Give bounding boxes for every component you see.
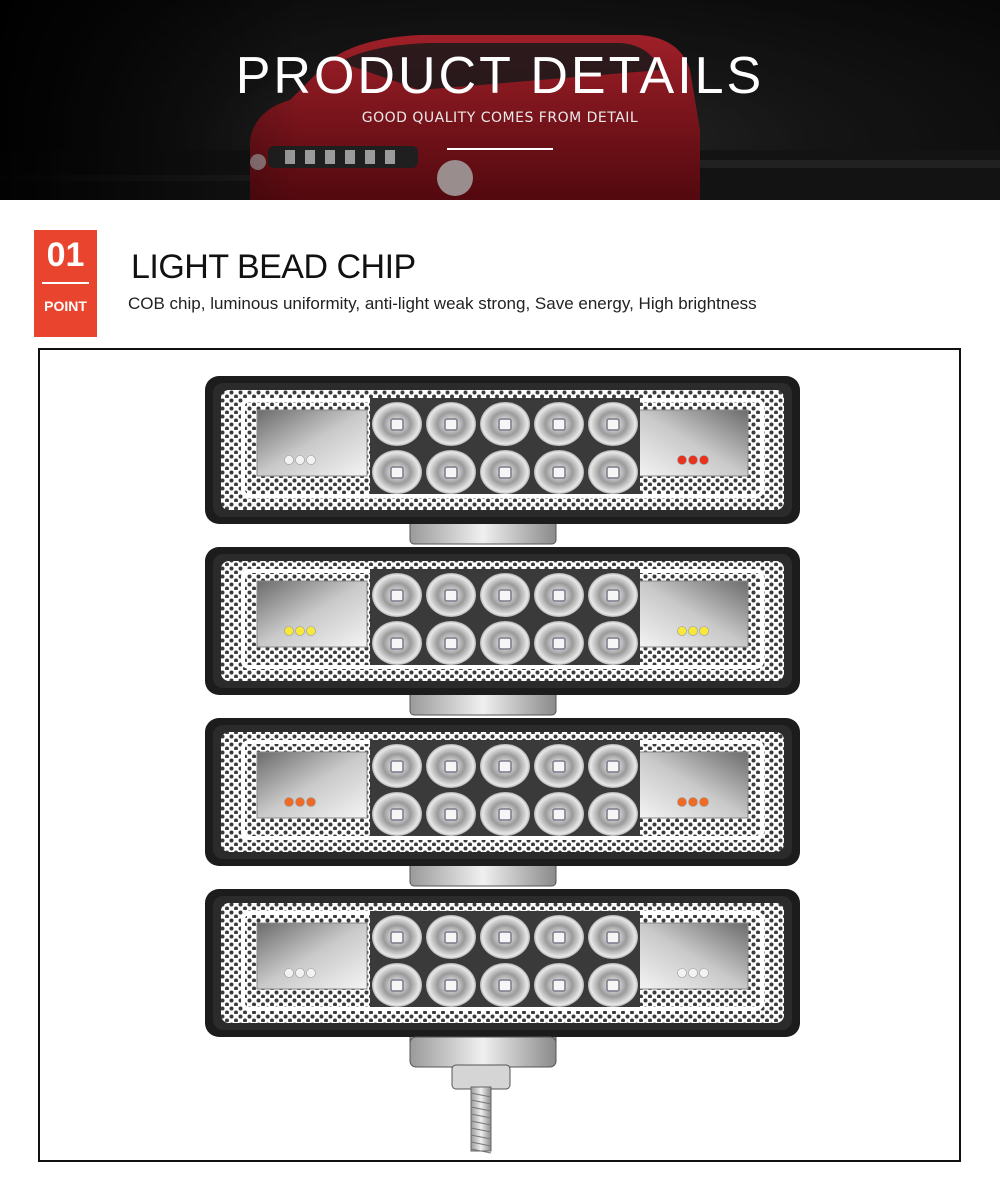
side-reflector-left: [257, 923, 367, 989]
led-chip: [607, 638, 619, 649]
side-led-left: [296, 627, 305, 636]
side-led-right: [689, 798, 698, 807]
led-chip: [391, 638, 403, 649]
led-chip: [553, 467, 565, 478]
led-chip: [499, 638, 511, 649]
side-led-left: [307, 456, 316, 465]
led-chip: [445, 761, 457, 772]
led-chip: [553, 419, 565, 430]
light-bar: [205, 547, 800, 715]
led-chip: [391, 761, 403, 772]
side-reflector-right: [638, 410, 748, 476]
side-reflector-right: [638, 923, 748, 989]
led-chip: [499, 809, 511, 820]
section-description: COB chip, luminous uniformity, anti-light weak strong, Save energy, High brightness: [128, 294, 757, 313]
side-led-right: [689, 456, 698, 465]
side-led-left: [285, 456, 294, 465]
led-chip: [607, 809, 619, 820]
side-led-left: [285, 798, 294, 807]
side-led-left: [285, 969, 294, 978]
side-led-right: [700, 627, 709, 636]
side-led-right: [700, 969, 709, 978]
led-chip: [499, 932, 511, 943]
side-reflector-right: [638, 752, 748, 818]
led-chip: [391, 419, 403, 430]
side-led-right: [678, 456, 687, 465]
led-chip: [391, 980, 403, 991]
header-banner: [0, 0, 1000, 200]
side-led-left: [307, 969, 316, 978]
led-chip: [553, 638, 565, 649]
led-chip: [391, 590, 403, 601]
side-led-right: [689, 627, 698, 636]
led-chip: [391, 467, 403, 478]
bottom-bracket: [410, 1037, 556, 1067]
side-led-left: [307, 627, 316, 636]
led-chip: [607, 419, 619, 430]
side-led-right: [700, 798, 709, 807]
led-chip: [607, 932, 619, 943]
led-chip: [391, 932, 403, 943]
side-reflector-left: [257, 410, 367, 476]
point-badge: [34, 230, 97, 337]
product-image-frame: [38, 348, 961, 1162]
led-chip: [445, 467, 457, 478]
led-light-bars-illustration: [40, 350, 959, 1160]
light-bar: [205, 718, 800, 886]
side-reflector-right: [638, 581, 748, 647]
led-chip: [445, 980, 457, 991]
side-led-left: [307, 798, 316, 807]
led-chip: [607, 467, 619, 478]
led-chip: [499, 590, 511, 601]
side-reflector-left: [257, 752, 367, 818]
light-bar: [205, 376, 800, 544]
led-chip: [445, 809, 457, 820]
bolt-nut: [452, 1065, 510, 1089]
led-chip: [553, 590, 565, 601]
led-chip: [553, 761, 565, 772]
led-chip: [607, 761, 619, 772]
section-title: LIGHT BEAD CHIP: [131, 248, 416, 286]
led-chip: [445, 590, 457, 601]
banner-title: PRODUCT DETAILS: [235, 47, 765, 105]
side-led-left: [296, 456, 305, 465]
led-chip: [445, 932, 457, 943]
led-chip: [499, 467, 511, 478]
led-chip: [607, 980, 619, 991]
side-led-left: [285, 627, 294, 636]
led-chip: [391, 809, 403, 820]
side-led-right: [678, 969, 687, 978]
light-bar: [205, 889, 800, 1057]
led-chip: [553, 980, 565, 991]
led-chip: [445, 638, 457, 649]
led-chip: [499, 761, 511, 772]
side-led-right: [678, 627, 687, 636]
mounting-bolt: [410, 1037, 556, 1153]
led-chip: [553, 809, 565, 820]
side-led-left: [296, 969, 305, 978]
side-led-right: [678, 798, 687, 807]
side-reflector-left: [257, 581, 367, 647]
led-chip: [607, 590, 619, 601]
led-chip: [445, 419, 457, 430]
banner-divider: [447, 148, 553, 150]
led-chip: [499, 980, 511, 991]
side-led-right: [689, 969, 698, 978]
side-led-left: [296, 798, 305, 807]
banner-subtitle: GOOD QUALITY COMES FROM DETAIL: [361, 110, 639, 126]
point-label: POINT: [44, 298, 87, 314]
side-led-right: [700, 456, 709, 465]
point-badge-divider: [42, 282, 89, 284]
led-chip: [553, 932, 565, 943]
point-number: 01: [46, 236, 85, 274]
led-chip: [499, 419, 511, 430]
